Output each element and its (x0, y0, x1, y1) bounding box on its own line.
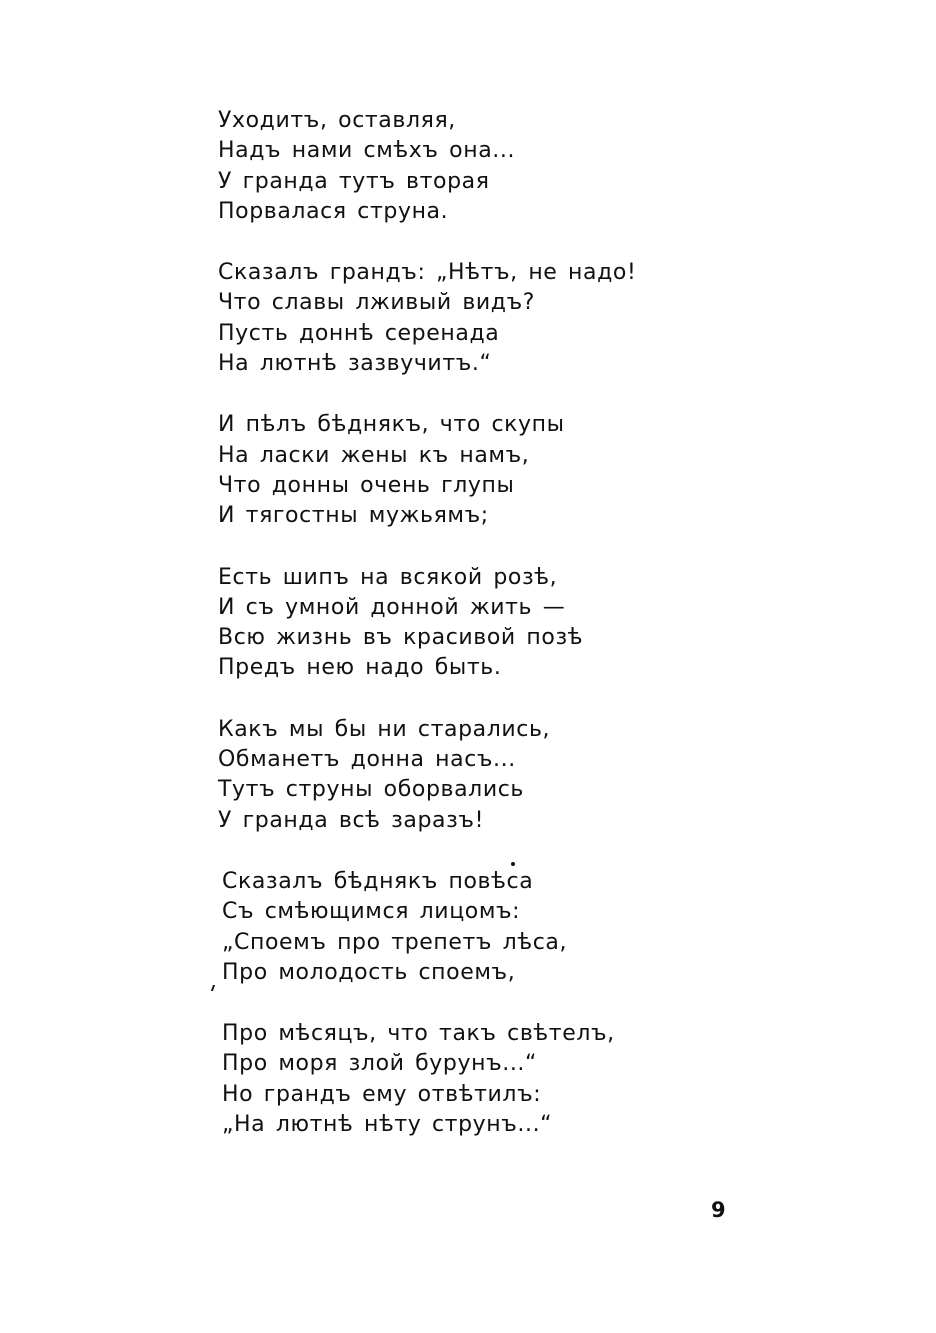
poem-line: Обманетъ донна насъ... (218, 747, 516, 773)
stanza-4 (218, 563, 778, 684)
print-speck (511, 862, 515, 866)
poem-line: Про моря злой бурунъ...“ (222, 1051, 537, 1077)
poem-line: Порвалася струна. (218, 198, 449, 224)
poem-line: Сказалъ грандъ: „Нѣтъ, не надо! (218, 260, 637, 286)
stanza-1 (218, 106, 778, 227)
poem-line: Что славы лживый видъ? (218, 290, 536, 316)
stanza-5 (218, 715, 778, 836)
poem-line: Съ смѣющимся лицомъ: (222, 899, 521, 925)
poem-line: У гранда всѣ заразъ! (218, 807, 484, 833)
poem-line: Всю жизнь въ красивой позѣ (218, 625, 584, 651)
poem-line: Предъ нею надо быть. (218, 655, 502, 681)
stanza-3 (218, 410, 778, 531)
poem-line: И пѣлъ бѣднякъ, что скупы (218, 412, 565, 438)
print-speck (211, 985, 215, 991)
poem-line: Но грандъ ему отвѣтилъ: (222, 1081, 542, 1107)
poem-line: Надъ нами смѣхъ она... (218, 138, 516, 164)
stanza-7 (218, 1019, 778, 1140)
poem-line: Есть шипъ на всякой розѣ, (218, 564, 558, 590)
poem-line: И съ умной донной жить — (218, 594, 566, 620)
poem-line: Пусть доннѣ серенада (218, 320, 500, 346)
poem-line: Что донны очень глупы (218, 472, 515, 498)
poem (218, 106, 778, 1171)
poem-line: Какъ мы бы ни старались, (218, 716, 551, 742)
poem-line: Сказалъ бѣднякъ повѣса (222, 868, 534, 894)
poem-line: Уходитъ, оставляя, (218, 108, 456, 133)
poem-line: „На лютнѣ нѣту струнъ...“ (222, 1112, 553, 1138)
poem-line: И тягостны мужьямъ; (218, 503, 489, 529)
stanza-2 (218, 258, 778, 379)
poem-line: На лютнѣ зазвучитъ.“ (218, 351, 492, 377)
poem-line: Про молодость споемъ, (222, 959, 516, 985)
poem-line: Тутъ струны оборвались (218, 777, 524, 803)
page-number: 9 (711, 1198, 726, 1222)
poem-line: На ласки жены къ намъ, (218, 442, 530, 468)
stanza-6 (218, 867, 778, 988)
poem-line: Про мѣсяцъ, что такъ свѣтелъ, (222, 1021, 615, 1047)
poem-line: У гранда тутъ вторая (218, 168, 490, 194)
poem-line: „Споемъ про трепетъ лѣса, (222, 929, 568, 955)
